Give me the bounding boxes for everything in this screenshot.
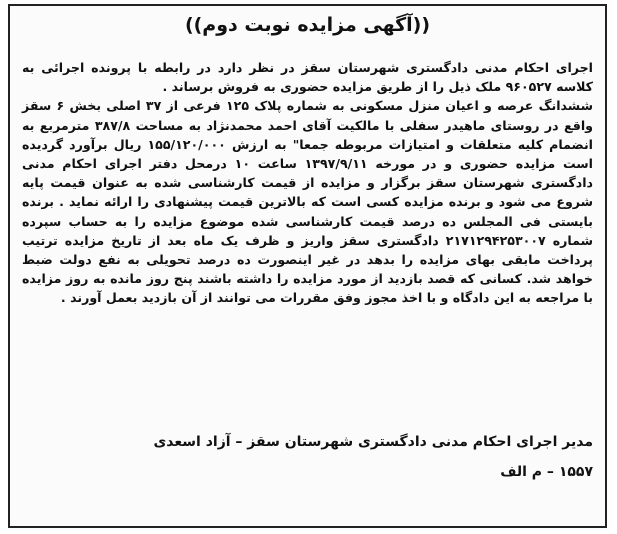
notice-code: ۱۵۵۷ – م الف [500,464,593,480]
notice-paragraph-intro: اجرای احکام مدنی دادگستری شهرستان سقز در نظر دارد در رابطه با پرونده اجرائی به کلاسه ۹۶۰۵۲۷ ملک ذیل را از طریق مزایده حضوری به فروش برساند . [22,60,593,95]
notice-body [22,58,593,308]
notice-title: ((آگهی مزایده نوبت دوم)) [184,14,431,36]
notice-frame [8,4,607,528]
notice-signature: مدیر اجرای احکام مدنی دادگستری شهرستان سقز – آزاد اسعدی [153,434,593,450]
notice-paragraph-details: ششدانگ عرصه و اعیان منزل مسکونی به شماره پلاک ۱۲۵ فرعی از ۳۷ اصلی بخش ۶ سقز واقع در روستای ماهیدر سفلی با مالکیت آقای احمد محمدنژاد به مساحت ۳۸۷/۸ مترمربع به انضمام کلیه متعلقات و امتیازات مربوطه جمعا" به ارزش ۱۵۵/۱۲۰/۰۰۰ ریال برآورد گردیده است مزایده حضوری و در مورخه ۱۳۹۷/۹/۱۱ ساعت ۱۰ درمحل دفتر اجرای احکام مدنی دادگستری شهرستان سقز برگزار و مزایده از قیمت کارشناسی شده به عنوان قیمت پایه شروع می شود و برنده مزایده کسی است که بالاترین قیمت پیشنهادی را ارائه نماید . برنده بایستی فی المجلس ده درصد قیمت کارشناسی شده موضوع مزایده را به حساب سپرده شماره ۲۱۷۱۲۹۴۲۵۳۰۰۷ دادگستری سقز واریز و ظرف یک ماه بعد از تاریخ مزایده ترتیب پرداخت مابقی بهای مزایده را بدهد در غیر اینصورت ده درصد تحویلی به نفع دولت ضبط خواهد شد. کسانی که قصد بازدید از مورد مزایده را داشته باشند پنج روز مانده به روز مزایده با مراجعه به این دادگاه و با اخذ مجوز وفق مقررات می توانند از آن بازدید بعمل آورند . [22,98,594,306]
